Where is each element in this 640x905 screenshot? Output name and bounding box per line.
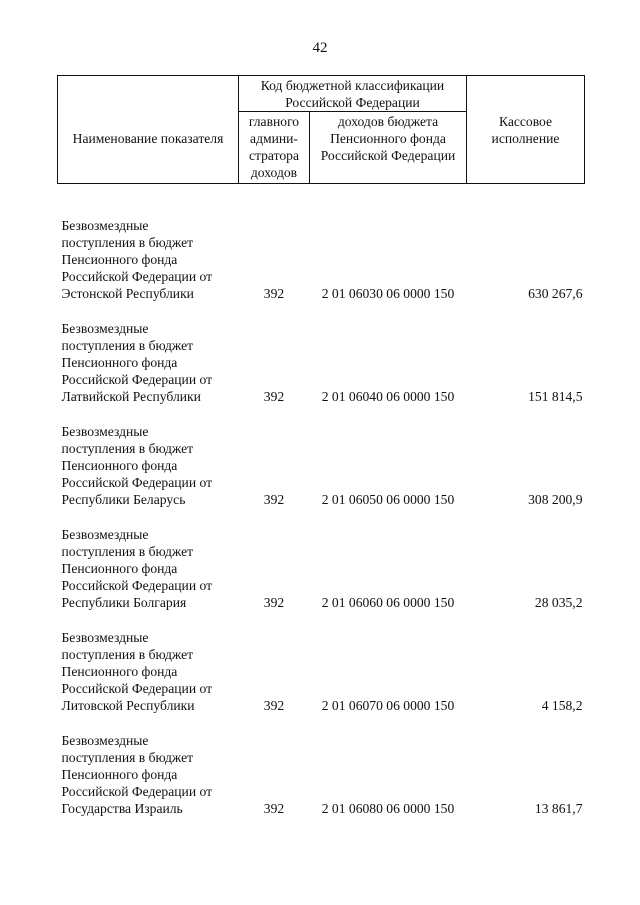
row-name: [58, 302, 239, 405]
row-amount: 151 814,5: [528, 389, 583, 404]
row-admin-code: 392: [263, 801, 285, 816]
row-income-code: 2 01 06030 06 0000 150: [321, 286, 455, 301]
table-spacer: [58, 184, 585, 201]
row-admin-code: 392: [263, 286, 285, 301]
row-name: [58, 405, 239, 508]
page-number: 42: [312, 40, 328, 56]
row-name-text: Безвозмездные поступления в бюджет Пенсионного фонда Российской Федерации от Литовской Республики: [61, 630, 213, 713]
row-amount: 630 267,6: [528, 286, 583, 301]
row-income-code: 2 01 06080 06 0000 150: [321, 801, 455, 816]
row-income-code: 2 01 06050 06 0000 150: [321, 492, 455, 507]
row-income-code: 2 01 06070 06 0000 150: [321, 698, 455, 713]
table-row: [58, 405, 585, 508]
table-body: [58, 184, 585, 818]
row-admin-code: 392: [263, 492, 285, 507]
row-name-text: Безвозмездные поступления в бюджет Пенсионного фонда Российской Федерации от Латвийской Республики: [61, 321, 213, 404]
row-amount: 28 035,2: [534, 595, 583, 610]
row-name-text: Безвозмездные поступления в бюджет Пенсионного фонда Российской Федерации от Республики Болгария: [61, 527, 213, 610]
row-name-text: Безвозмездные поступления в бюджет Пенсионного фонда Российской Федерации от Государства Израиль: [61, 733, 213, 816]
row-amount: 308 200,9: [528, 492, 583, 507]
row-name-text: Безвозмездные поступления в бюджет Пенсионного фонда Российской Федерации от Эстонской Республики: [61, 218, 213, 301]
table-row: [58, 611, 585, 714]
row-name: [58, 714, 239, 817]
row-name-text: Безвозмездные поступления в бюджет Пенсионного фонда Российской Федерации от Республики Беларусь: [61, 424, 213, 507]
row-admin-code: 392: [263, 698, 285, 713]
table-row: [58, 302, 585, 405]
row-amount: 4 158,2: [541, 698, 583, 713]
header-name: Наименование показателя: [58, 76, 239, 184]
header-admin: главного админи-стратора доходов: [239, 112, 310, 184]
row-name: [58, 611, 239, 714]
header-income: доходов бюджета Пенсионного фонда Российской Федерации: [310, 112, 467, 184]
row-amount: 13 861,7: [534, 801, 583, 816]
row-admin-code: 392: [263, 595, 285, 610]
header-code-group: Код бюджетной классификации Российской Федерации: [239, 76, 467, 112]
row-income-code: 2 01 06040 06 0000 150: [321, 389, 455, 404]
row-admin-code: 392: [263, 389, 285, 404]
table-header: [58, 76, 585, 184]
row-income-code: 2 01 06060 06 0000 150: [321, 595, 455, 610]
budget-table: [57, 75, 585, 817]
table-row: [58, 714, 585, 817]
row-name: [58, 508, 239, 611]
header-execution: Кассовое исполнение: [467, 76, 585, 184]
row-name: [58, 200, 239, 302]
table-row: [58, 200, 585, 302]
table-row: [58, 508, 585, 611]
